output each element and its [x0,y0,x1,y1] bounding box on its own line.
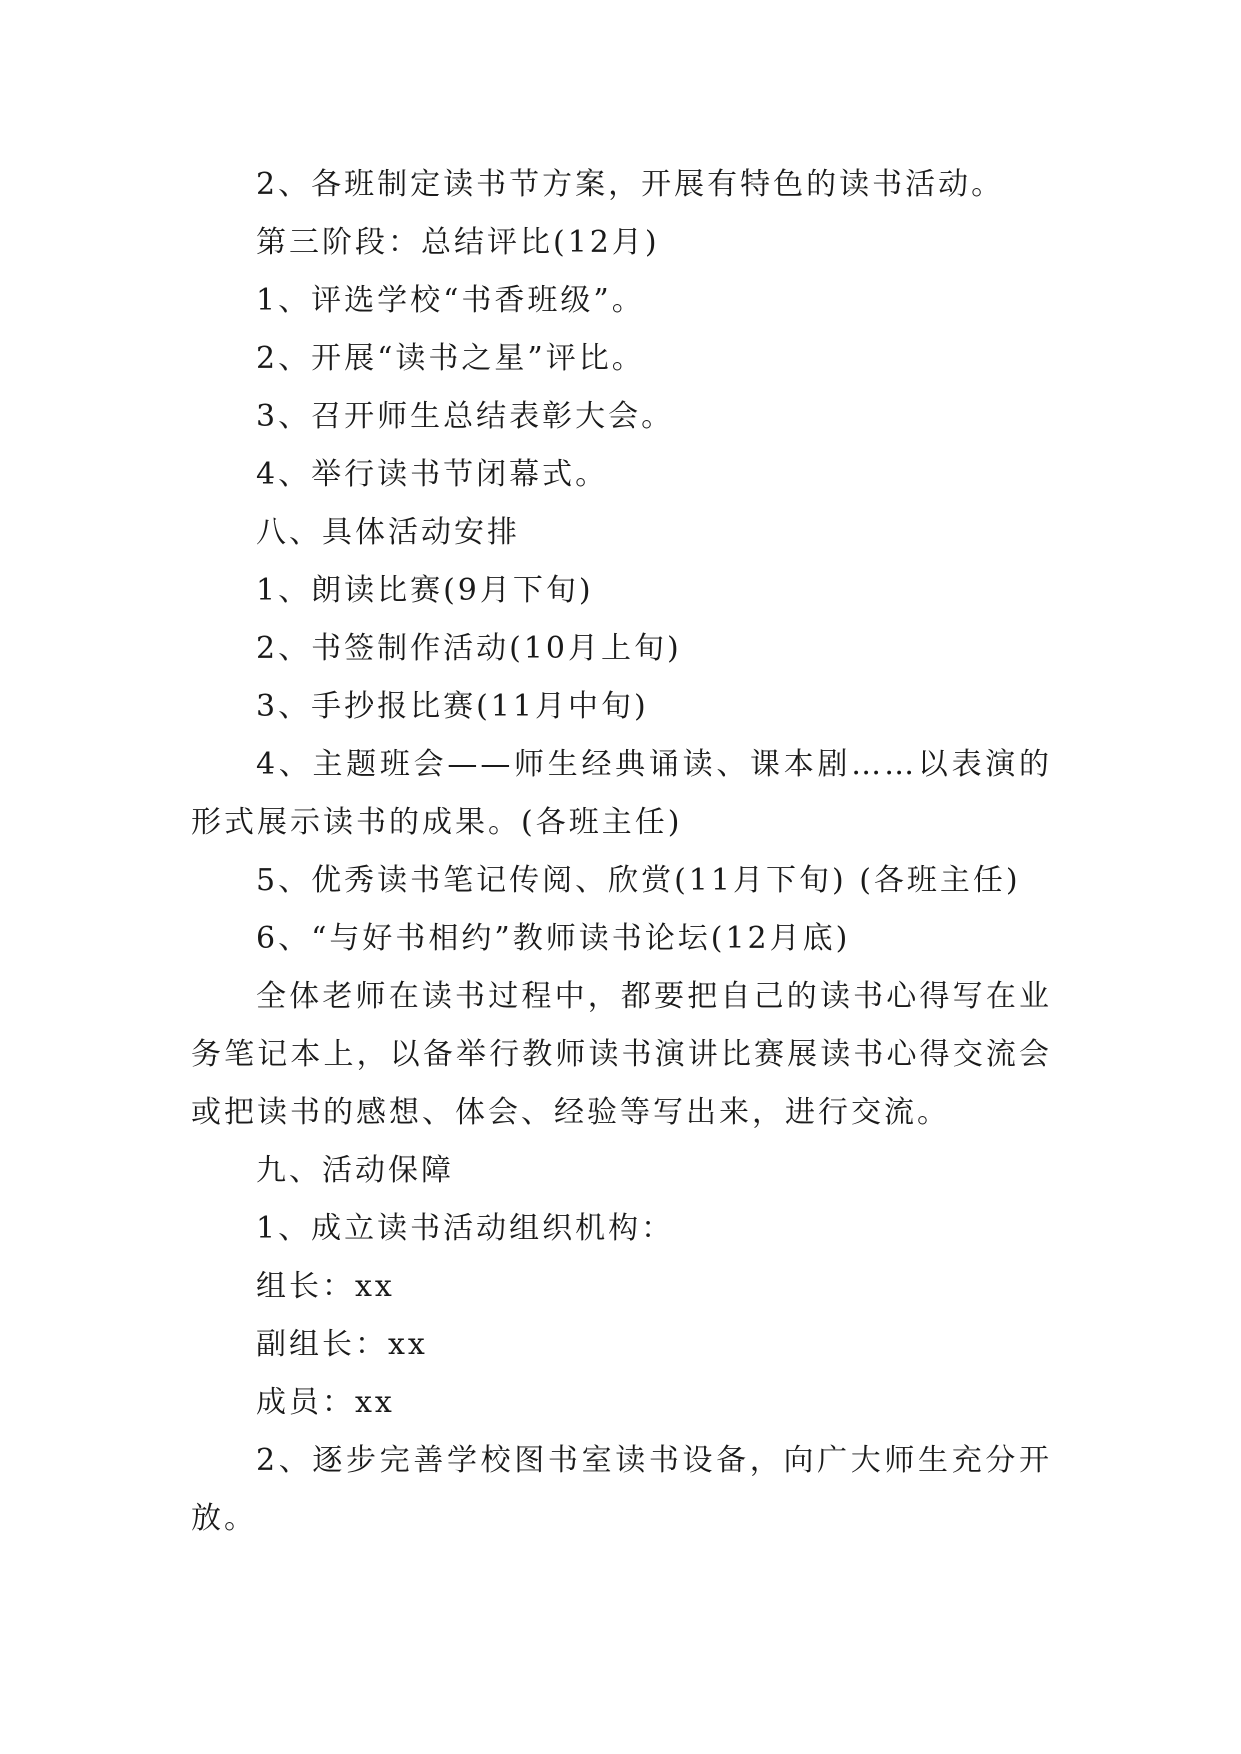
paragraph: 1、成立读书活动组织机构： [256,1211,675,1246]
paragraph: 4、举行读书节闭幕式。 [256,457,609,492]
document-body [191,156,1052,1548]
paragraph: 副组长：xx [256,1327,428,1362]
paragraph: 2、书签制作活动(10月上旬) [256,631,682,666]
paragraph: 6、“与好书相约”教师读书论坛(12月底) [256,921,851,956]
paragraph: 1、朗读比赛(9月下旬) [256,573,594,608]
section-heading: 八、具体活动安排 [256,515,520,550]
paragraph: 2、各班制定读书节方案，开展有特色的读书活动。 [256,167,1005,202]
paragraph: 4、主题班会——师生经典诵读、课本剧……以表演的形式展示读书的成果。(各班主任) [191,747,1052,840]
paragraph: 1、评选学校“书香班级”。 [256,283,645,318]
paragraph: 5、优秀读书笔记传阅、欣赏(11月下旬) (各班主任) [256,863,1021,898]
paragraph: 2、开展“读书之星”评比。 [256,341,645,376]
paragraph: 全体老师在读书过程中，都要把自己的读书心得写在业务笔记本上，以备举行教师读书演讲比赛展读书心得交流会或把读书的感想、体会、经验等写出来，进行交流。 [191,979,1052,1130]
paragraph: 2、逐步完善学校图书室读书设备，向广大师生充分开放。 [191,1443,1052,1536]
section-heading: 第三阶段：总结评比(12月) [256,225,660,260]
paragraph: 3、召开师生总结表彰大会。 [256,399,675,434]
paragraph: 组长：xx [256,1269,395,1304]
paragraph: 3、手抄报比赛(11月中旬) [256,689,649,724]
section-heading: 九、活动保障 [256,1153,454,1188]
paragraph: 成员：xx [256,1385,395,1420]
